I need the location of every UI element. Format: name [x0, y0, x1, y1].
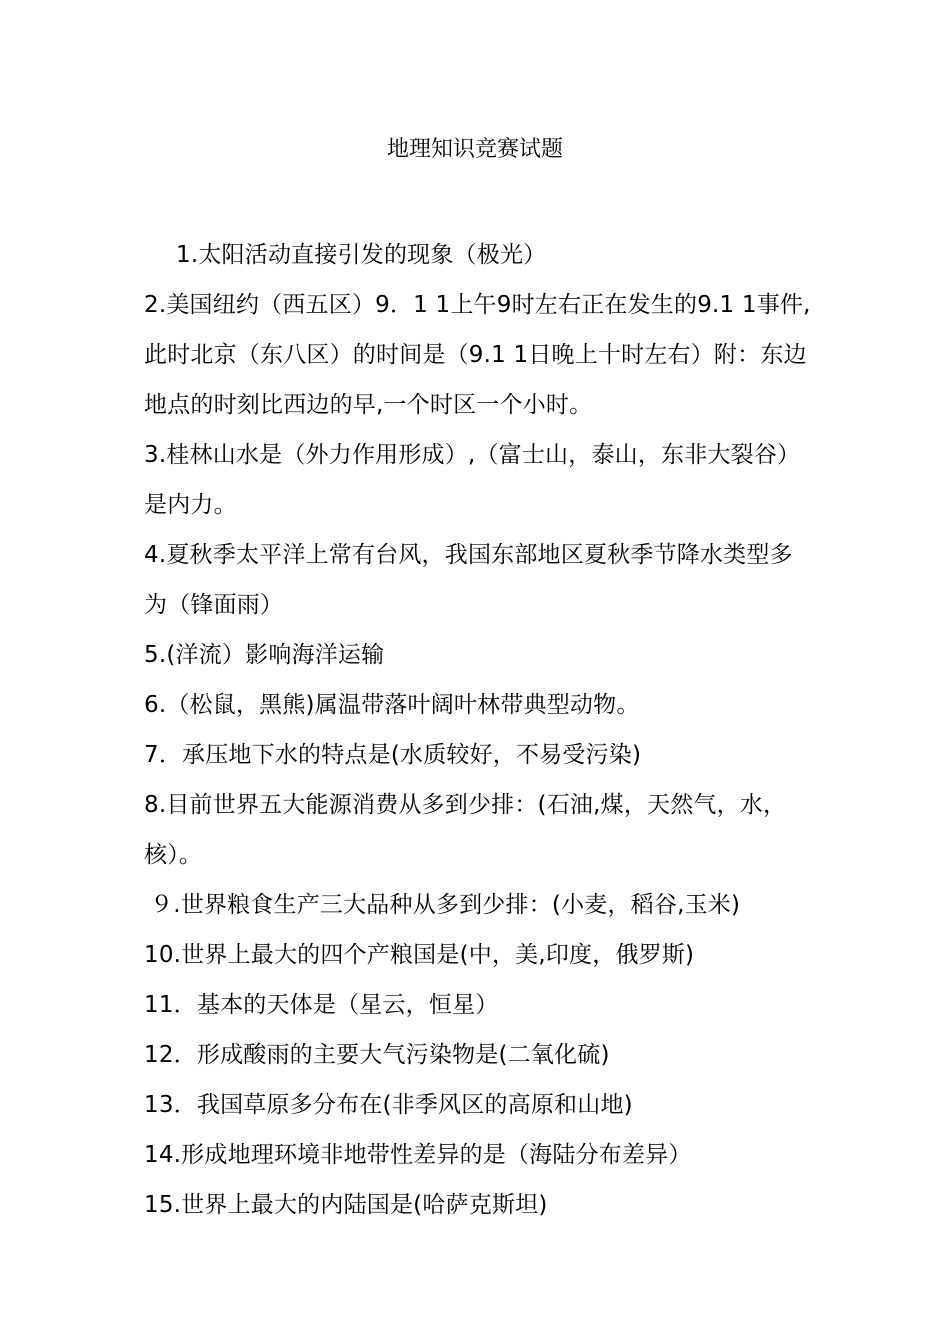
question-item-9: ９.世界粮食生产三大品种从多到少排：(小麦，稻谷,玉米)	[150, 892, 741, 918]
question-item-3: 3.桂林山水是（外力作用形成）,（富士山，泰山，东非大裂谷）是内力。	[144, 442, 801, 518]
question-item-6: 6.（松鼠，黑熊)属温带落叶阔叶林带典型动物。	[144, 692, 640, 718]
question-item-11: 11．基本的天体是（星云，恒星）	[144, 992, 499, 1018]
question-item-15: 15.世界上最大的内陆国是(哈萨克斯坦)	[144, 1192, 548, 1218]
question-list	[144, 230, 814, 1230]
page-title: 地理知识竞赛试题	[386, 137, 563, 162]
question-item-1: 1.太阳活动直接引发的现象（极光）	[176, 242, 547, 268]
question-item-2: 2.美国纽约（西五区）9．1 1上午9时左右正在发生的9.1 1事件,此时北京（东八区）的时间是（9.1 1日晚上十时左右）附：东边地点的时刻比西边的早,一个时区一个小时。	[144, 292, 811, 418]
question-item-12: 12．形成酸雨的主要大气污染物是(二氧化硫)	[144, 1042, 610, 1068]
question-item-4: 4.夏秋季太平洋上常有台风，我国东部地区夏秋季节降水类型多为（锋面雨）	[144, 542, 793, 618]
question-item-13: 13．我国草原多分布在(非季风区的高原和山地)	[144, 1092, 633, 1118]
question-item-10: 10.世界上最大的四个产粮国是(中，美,印度，俄罗斯)	[144, 942, 695, 968]
question-item-8: 8.目前世界五大能源消费从多到少排：(石油,煤，天然气，水，核）。	[144, 792, 787, 868]
question-item-7: 7．承压地下水的特点是(水质较好，不易受污染)	[144, 742, 642, 768]
question-item-5: 5.(洋流）影响海洋运输	[144, 642, 385, 668]
question-item-14: 14.形成地理环境非地带性差异的是（海陆分布差异）	[144, 1142, 692, 1168]
